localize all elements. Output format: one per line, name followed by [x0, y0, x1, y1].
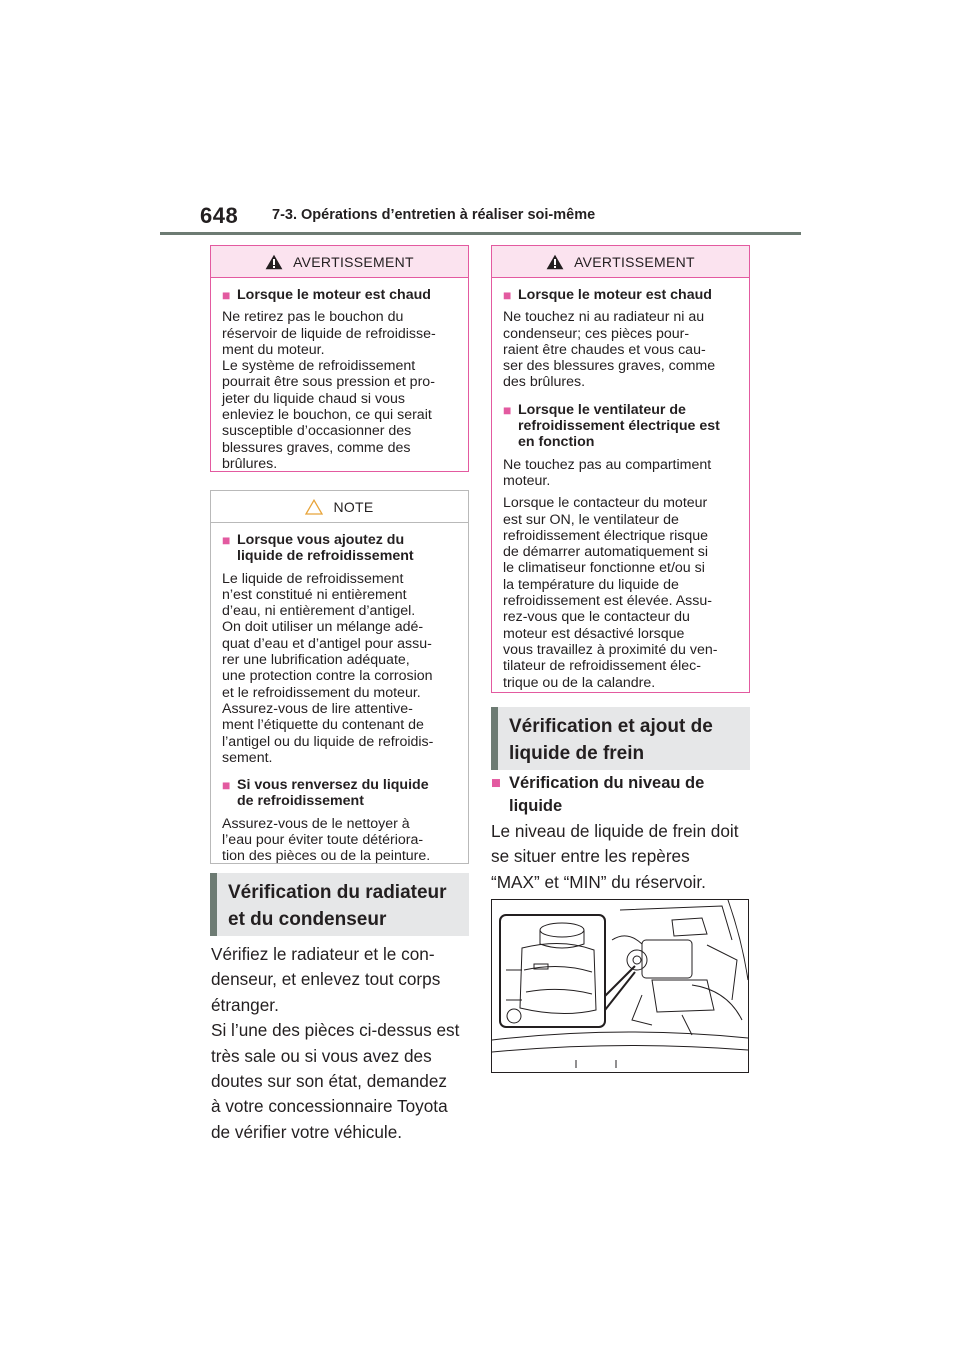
text-line: étranger.	[211, 994, 279, 1015]
text-line: pourrait être sous pression et pro-	[222, 374, 435, 391]
text-line: liquide de refroidissement	[237, 548, 414, 565]
warning-paragraph-2	[503, 457, 738, 490]
text-line: de démarrer automatiquement si	[503, 544, 709, 561]
text-line: moteur.	[503, 472, 551, 489]
text-line: blessures graves, comme des	[222, 439, 411, 456]
brake-fluid-reservoir-illustration	[491, 899, 749, 1073]
text-line: “MAX” et “MIN” du réservoir.	[491, 871, 706, 892]
square-bullet-icon: ■	[503, 401, 512, 418]
engine-compartment-drawing	[492, 900, 748, 1072]
text-line: l’antigel ou du liquide de refroidis-	[222, 733, 434, 750]
text-line: ment l’étiquette du contenant de	[222, 717, 424, 734]
text-line: sement.	[222, 749, 273, 766]
text-line: Lorsque le ventilateur de	[518, 401, 686, 418]
text-line: Ne touchez ni au radiateur ni au	[503, 309, 705, 326]
text-line: tilateur de refroidissement élec-	[503, 658, 701, 675]
text-line: réservoir de liquide de refroidisse-	[222, 325, 436, 342]
warning-subtitle-2	[503, 402, 738, 451]
text-line: l’eau pour éviter toute détériora-	[222, 832, 424, 849]
note-paragraph-2	[222, 816, 457, 865]
text-line: Vérifiez le radiateur et le con-	[211, 944, 435, 964]
note-subtitle-1	[222, 532, 457, 565]
text-line: liquide	[509, 797, 563, 815]
text-line: Si l’une des pièces ci-dessus est	[211, 1020, 460, 1041]
text-line: raient être chaudes et vous cau-	[503, 341, 706, 358]
section-heading-radiator	[210, 873, 469, 936]
header-rule	[160, 232, 801, 235]
brake-fluid-body-text	[491, 819, 761, 895]
warning-triangle-icon	[265, 254, 283, 270]
text-line: Vérification du niveau de	[509, 774, 705, 792]
text-line: Si vous renversez du liquide	[237, 777, 429, 794]
text-line: refroidissement électrique est	[518, 418, 720, 435]
text-line: refroidissement électrique risque	[503, 527, 709, 544]
warning-title: AVERTISSEMENT	[293, 253, 414, 270]
text-line: rer une lubrification adéquate,	[222, 652, 410, 669]
text-line: de vérifier votre véhicule.	[211, 1121, 403, 1142]
note-subtitle-2	[222, 777, 457, 810]
text-line: susceptible d’occasionner des	[222, 423, 412, 440]
text-line: à votre concessionnaire Toyota	[211, 1096, 448, 1117]
text-line: tion des pièces ou de la peinture.	[222, 848, 431, 865]
text-line: trique ou de la calandre.	[503, 674, 656, 691]
text-line: doutes sur son état, demandez	[211, 1071, 448, 1092]
warning-header	[492, 246, 749, 278]
note-title: NOTE	[333, 498, 374, 515]
warning-paragraph-1	[503, 309, 738, 390]
text-line: ser des blessures graves, comme	[503, 358, 716, 375]
text-line: Ne retirez pas le bouchon du	[222, 309, 404, 326]
text-line: Lorsque le contacteur du moteur	[503, 495, 708, 512]
text-line: d’eau, ni entièrement d’antigel.	[222, 603, 416, 620]
warning-box-left	[210, 245, 469, 472]
square-bullet-icon: ■	[222, 777, 231, 794]
text-line: ment du moteur.	[222, 341, 325, 358]
text-line: n’est constitué ni entièrement	[222, 586, 407, 603]
text-line: la température du liquide de	[503, 576, 679, 593]
text-line: vous travaillez à proximité du ven-	[503, 641, 718, 658]
square-bullet-icon: ■	[491, 774, 501, 792]
warning-body	[211, 278, 468, 472]
note-header	[211, 491, 468, 523]
caution-triangle-outline-icon	[305, 499, 323, 515]
radiator-body-text	[211, 942, 481, 1145]
page-number: 648	[200, 203, 239, 228]
text-line: Le niveau de liquide de frein doit	[491, 821, 739, 841]
text-line: rez-vous que le contacteur du	[503, 609, 690, 626]
warning-subtitle-1: ■ Lorsque le moteur est chaud	[503, 287, 712, 303]
text-line: se situer entre les repères	[491, 846, 690, 867]
text-line: condenseur; ces pièces pour-	[503, 325, 690, 342]
warning-title: AVERTISSEMENT	[574, 253, 695, 270]
warning-subtitle: ■ Lorsque le moteur est chaud	[222, 287, 431, 303]
text-line: quat d’eau et d’antigel pour assu-	[222, 635, 432, 652]
square-bullet-icon: ■	[503, 287, 512, 303]
text-line: des brûlures.	[503, 374, 586, 391]
heading-line: et du condenseur	[228, 909, 387, 930]
warning-triangle-icon	[546, 254, 564, 270]
text-line: brûlures.	[222, 455, 278, 472]
text-line: Ne touchez pas au compartiment	[503, 456, 712, 473]
text-line: une protection contre la corrosion	[222, 668, 433, 685]
text-line: jeter du liquide chaud si vous	[222, 390, 405, 407]
square-bullet-icon: ■	[222, 287, 231, 303]
warning-box-right	[491, 245, 750, 693]
warning-paragraph-3	[503, 495, 738, 691]
text-line: de refroidissement	[237, 793, 364, 810]
text-line: Assurez-vous de le nettoyer à	[222, 815, 410, 832]
text-line: et le refroidissement du moteur.	[222, 684, 421, 701]
text-line: Assurez-vous de lire attentive-	[222, 700, 413, 717]
text-line: Le système de refroidissement	[222, 358, 416, 375]
heading-line: liquide de frein	[509, 743, 645, 764]
warning-body	[492, 278, 749, 691]
note-box	[210, 490, 469, 864]
heading-line: Vérification et ajout de	[509, 716, 713, 737]
heading-line: Vérification du radiateur	[228, 882, 447, 903]
text-line: Le liquide de refroidissement	[222, 570, 404, 587]
warning-header	[211, 246, 468, 278]
text-line: denseur, et enlevez tout corps	[211, 969, 441, 990]
text-line: On doit utiliser un mélange adé-	[222, 619, 424, 636]
text-line: le climatiseur fonctionne et/ou si	[503, 560, 705, 577]
text-line: très sale ou si vous avez des	[211, 1045, 432, 1066]
text-line: Lorsque vous ajoutez du	[237, 532, 405, 548]
text-line: est sur ON, le ventilateur de	[503, 511, 679, 528]
text-line: moteur est désactivé lorsque	[503, 625, 685, 642]
text-line: refroidissement est élevée. Assu-	[503, 593, 712, 610]
text-line: en fonction	[518, 434, 595, 451]
warning-paragraph	[222, 309, 457, 472]
section-title: 7-3. Opérations d’entretien à réaliser soi-même	[272, 207, 596, 223]
section-heading-brake-fluid	[491, 707, 750, 770]
subheading-fluid-level	[491, 772, 761, 818]
note-paragraph-1	[222, 571, 457, 767]
note-body	[211, 523, 468, 865]
square-bullet-icon: ■	[222, 532, 231, 548]
text-line: enleviez le bouchon, ce qui serait	[222, 407, 432, 424]
